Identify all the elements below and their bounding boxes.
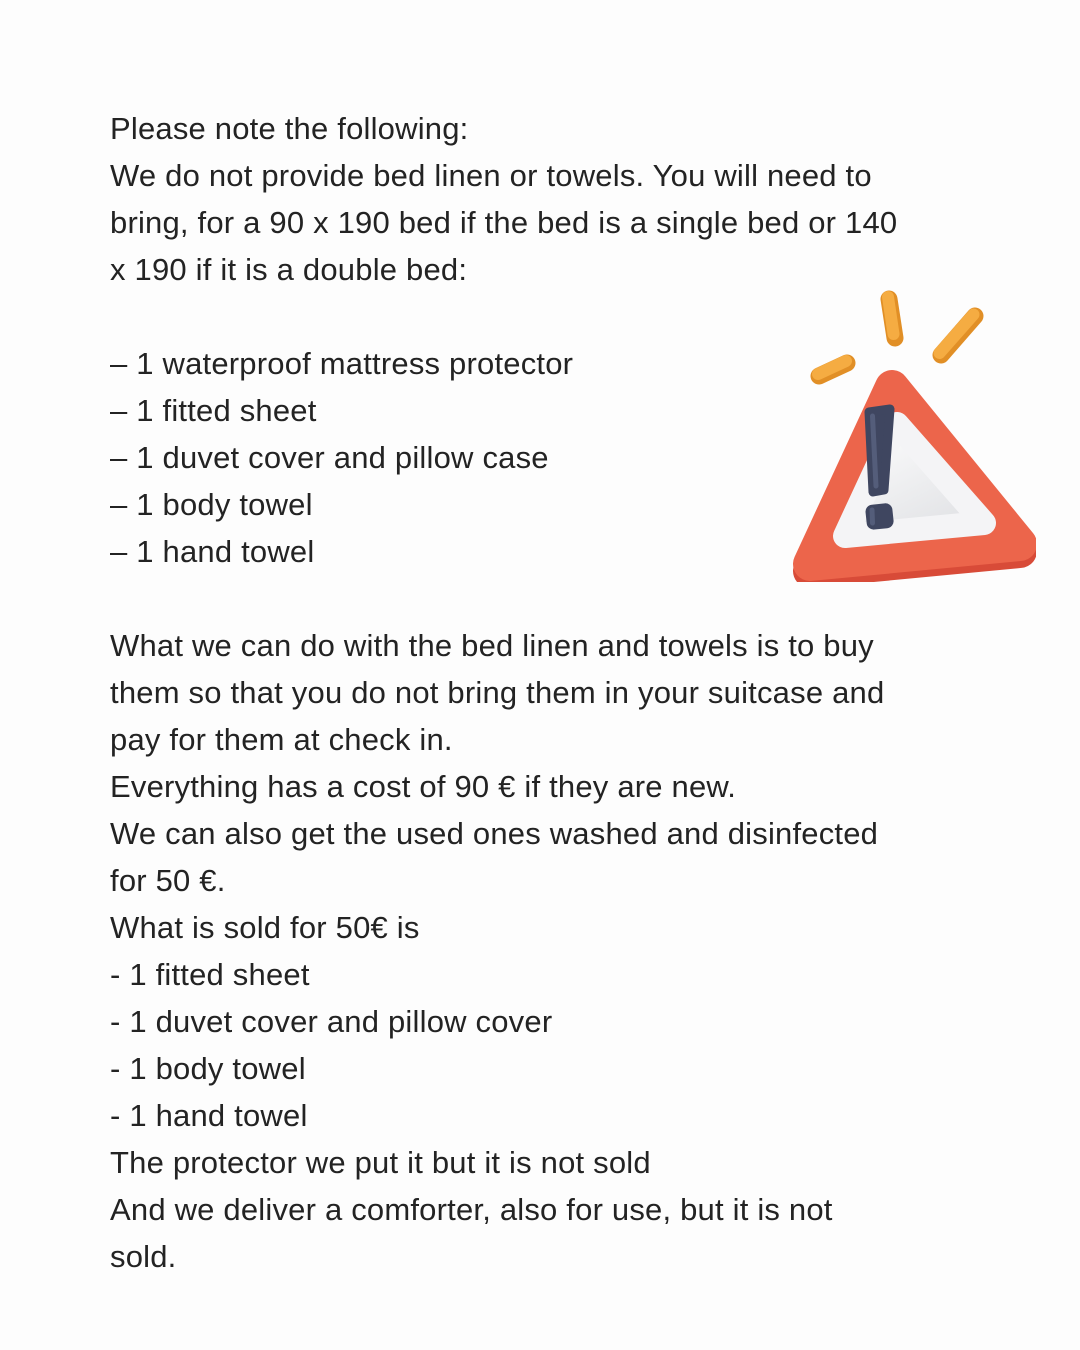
text-line: Everything has a cost of 90 € if they are new.	[110, 769, 737, 804]
text-line: And we deliver a comforter, also for use, but it is not	[110, 1192, 833, 1227]
ray-middle-icon	[888, 297, 894, 334]
warning-icon	[788, 284, 1036, 582]
exclamation-mark	[865, 409, 894, 530]
exclamation-bar-highlight	[873, 416, 877, 486]
list-item: – 1 waterproof mattress protector	[110, 346, 574, 381]
warning-triangle-svg	[788, 284, 1036, 582]
text-line: - 1 duvet cover and pillow cover	[110, 1004, 553, 1039]
text-line: Please note the following:	[110, 111, 469, 146]
text-line: We can also get the used ones washed and disinfected	[110, 816, 879, 851]
text-line: - 1 hand towel	[110, 1098, 308, 1133]
list-item: – 1 duvet cover and pillow case	[110, 440, 549, 475]
text-line: sold.	[110, 1239, 177, 1274]
text-line: pay for them at check in.	[110, 722, 453, 757]
list-item: – 1 fitted sheet	[110, 393, 317, 428]
text-line: The protector we put it but it is not sold	[110, 1145, 651, 1180]
paragraph-gap	[110, 575, 990, 622]
list-item: – 1 body towel	[110, 487, 313, 522]
alert-rays	[818, 297, 975, 376]
text-line: them so that you do not bring them in your suitcase and	[110, 675, 885, 710]
text-line: - 1 body towel	[110, 1051, 306, 1086]
text-line: What we can do with the bed linen and towels is to buy	[110, 628, 874, 663]
exclamation-dot-highlight	[872, 510, 873, 523]
text-line: x 190 if it is a double bed:	[110, 252, 468, 287]
intro-paragraph	[110, 105, 990, 293]
exclamation-dot	[865, 503, 894, 531]
list-item: – 1 hand towel	[110, 534, 315, 569]
text-line: bring, for a 90 x 190 bed if the bed is a single bed or 140	[110, 205, 898, 240]
text-line: for 50 €.	[110, 863, 226, 898]
text-line: What is sold for 50€ is	[110, 910, 420, 945]
notice-text	[110, 105, 990, 1280]
body-paragraph	[110, 622, 990, 1280]
text-line: - 1 fitted sheet	[110, 957, 310, 992]
text-line: We do not provide bed linen or towels. You will need to	[110, 158, 872, 193]
